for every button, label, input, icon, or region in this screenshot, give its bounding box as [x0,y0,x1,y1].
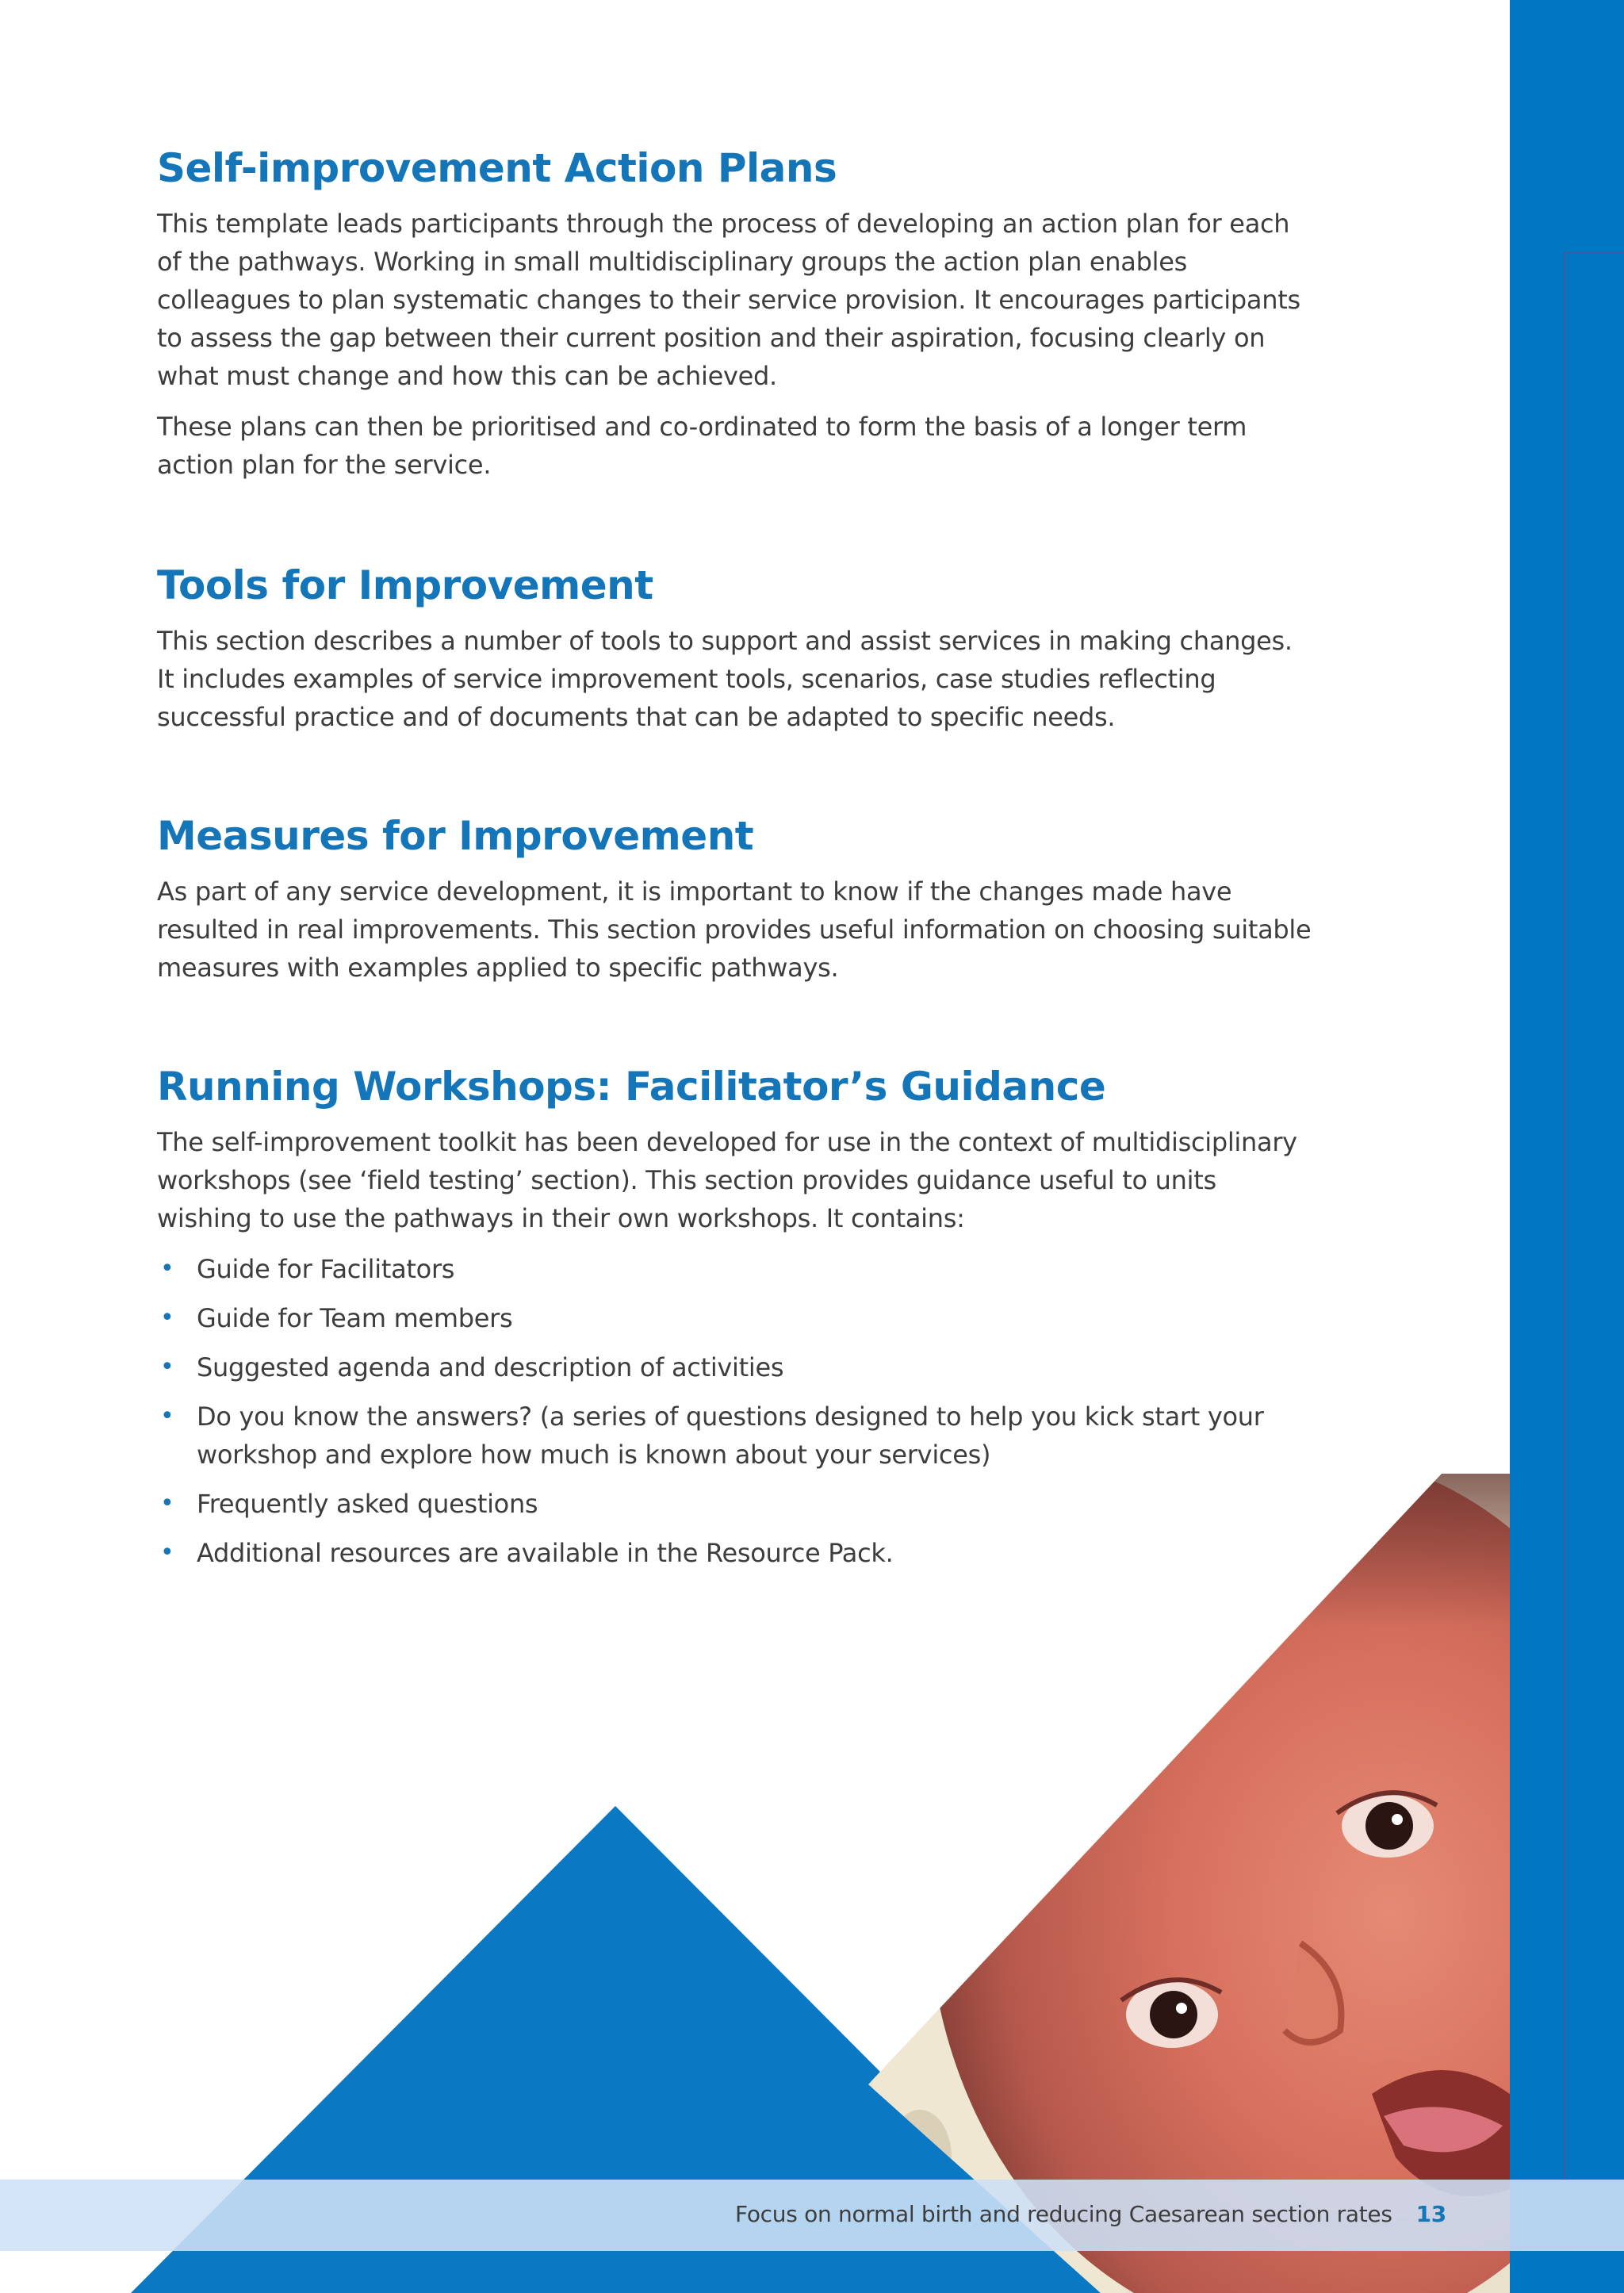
bullet-icon: • [160,1255,174,1283]
bullet-icon: • [160,1490,174,1517]
list-item-text: Do you know the answers? (a series of questions designed to help you kick start your workshop and explore how much is known about your services) [197,1401,1264,1470]
section-heading: Measures for Improvement [157,813,754,859]
page-number: 13 [1415,2201,1446,2227]
list-item-text: Frequently asked questions [197,1489,538,1519]
list-item [157,1299,1315,1337]
footer-title: Focus on normal birth and reducing Caesarean section rates [735,2201,1392,2227]
list-item [157,1485,1315,1523]
section-paragraph: The self-improvement toolkit has been developed for use in the context of multidisciplinary workshops (see ‘field testing’ section). This section provides guidance useful to units wishing to use the pathways in their own workshops. It contains: [157,1127,1297,1233]
band-vertical-rule [1564,252,1565,2251]
section-action-plans [157,143,1315,484]
section-heading: Self-improvement Action Plans [157,145,837,191]
section-heading: Tools for Improvement [157,562,653,608]
bullet-icon: • [160,1402,174,1430]
list-item [157,1398,1315,1474]
section-paragraph: These plans can then be prioritised and co-ordinated to form the basis of a longer term action plan for the service. [157,412,1247,480]
list-item [157,1348,1315,1386]
bullet-icon: • [160,1304,174,1332]
page-footer [735,2197,1446,2232]
section-paragraph: As part of any service development, it is important to know if the changes made have resulted in real improvements. This section provides useful information on choosing suitable measures with examples applied to specific pathways. [157,876,1312,983]
list-item-text: Guide for Facilitators [197,1254,455,1284]
section-workshops [157,1061,1315,1572]
band-top-rule [1564,252,1624,254]
section-paragraph: This section describes a number of tools to support and assist services in making changes. It includes examples of service improvement tools, scenarios, case studies reflecting successful practice and of documents that can be adapted to specific needs. [157,626,1293,732]
bullet-list [157,1250,1315,1572]
list-item-text: Guide for Team members [197,1303,513,1333]
list-item-text: Additional resources are available in the Resource Pack. [197,1538,894,1568]
main-content [157,143,1315,1647]
list-item [157,1250,1315,1288]
section-tools [157,560,1315,736]
bullet-icon: • [160,1539,174,1566]
section-heading: Running Workshops: Facilitator’s Guidance [157,1064,1106,1110]
list-item [157,1534,1315,1572]
section-measures [157,811,1315,987]
bullet-icon: • [160,1353,174,1381]
section-paragraph: This template leads participants through the process of developing an action plan for each of the pathways. Working in small multidisciplinary groups the action plan enables colleagues to plan systematic changes to their service provision. It encourages participants to assess the gap between their current position and their aspiration, focusing clearly on what must change and how this can be achieved. [157,209,1300,391]
list-item-text: Suggested agenda and description of activities [197,1352,784,1382]
right-color-band [1510,0,1624,2293]
